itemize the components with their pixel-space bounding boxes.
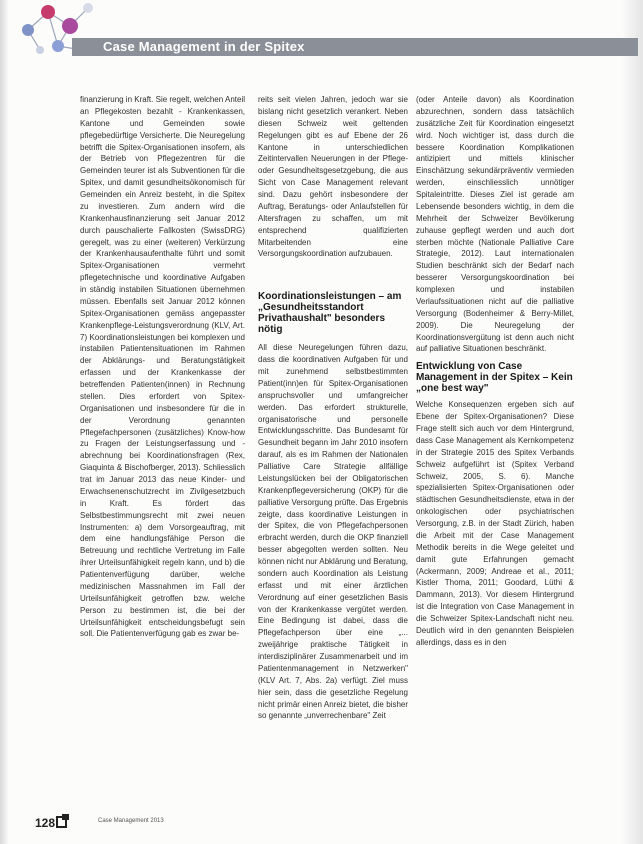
text-column-3	[416, 94, 574, 649]
page-number: 128	[35, 816, 56, 830]
section-heading-koordinationsleistungen: Koordinationsleistungen – am „Gesundheitsstandort Privathaushalt" besonders nötig	[258, 291, 402, 336]
section-heading-entwicklung: Entwicklung von Case Management in der Spitex – Kein „one best way"	[416, 361, 573, 395]
text-column-2	[258, 94, 408, 722]
column-2-paragraph-1: reits seit vielen Jahren, jedoch war sie bislang nicht gesetzlich verankert. Neben diesen Schweiz weit geltenden Regelungen gibt es auf Ebene der 26 Kantone in unterschiedlichen Zeitintervallen Neuerungen in der Pflege- oder Gesundheitsgesetzgebung, die aus Sicht von Case Management relevant sind. Dazu gehört insbesondere der Auftrag, Beratungs- oder Anlaufstellen für Altersfragen zu schaffen, um mit entsprechend qualifizierten Mitarbeitenden eine Versorgungskoordination aufzubauen.	[258, 95, 408, 259]
column-3-paragraph-2: Welche Konsequenzen ergeben sich auf Ebene der Spitex-Organisationen? Diese Frage stellt sich auch vor dem Hintergrund, dass Case Management als Kernkompetenz in der Strategie 2015 des Spitex Verbands Schweiz aufgeführt ist (Spitex Verband Schweiz, 2005, S. 6). Manche spezialisierten Spitex-Organisationen oder städtischen Gesundheitsdienste, etwa in der onkologischen oder psychiatrischen Versorgung, z.B. in der Stadt Zürich, haben die Arbeit mit der Case Management Methodik bereits in die Wege geleitet und damit gute Erfahrungen gemacht (Ackermann, 2009; Andreae et al., 2011; Kistler Thoma, 2011; Goodard, Lüthi & Dammann, 2013). Vor diesem Hintergrund ist die Integration von Case Management in die Schweizer Spitex-Landschaft nicht neu. Deutlich wird in den genannten Beispielen allerdings, dass es in den	[416, 400, 574, 647]
text-column-1	[80, 94, 245, 640]
page-header-title: Case Management in der Spitex	[103, 39, 305, 54]
page-spine-shadow	[0, 0, 8, 844]
magazine-name: Case Management 2013	[98, 818, 164, 824]
magazine-logo-icon	[56, 814, 70, 828]
column-3-paragraph-1: (oder Anteile davon) als Koordination abzurechnen, sondern dass tatsächlich zusätzliche Zeit für Koordination eingesetzt wird. Noch wichtiger ist, dass durch die bessere Koordination Komplikationen antizipiert und mittels klinischer Einschätzung sekundärpräventiv vermieden werden, einschliesslich unnötiger Spitaleintritte. Dieses Ziel ist gerade am Lebensende besonders wichtig, in dem die Mehrheit der Schweizer Bevölkerung zuhause gepflegt werden und auch dort sterben möchte (Nationale Palliative Care Strategie, 2012). Laut internationalen Studien beschränkt sich der Bedarf nach besserer Versorgungskoordination bei komplexen und instabilen Verlaufssituationen nicht auf die palliative Versorgung (Bodenheimer & Berry-Millet, 2009). Die Neuregelung der Koordinationsvergütung ist denn auch nicht auf palliative Situationen beschränkt.	[416, 95, 574, 354]
column-1-paragraph: finanzierung in Kraft. Sie regelt, welchen Anteil an Pflegekosten bezahlt - Krankenkassen, Kantone und Gemeinden sowie pflegebedürftige Versicherte. Die Neuregelung betrifft die Spitex-Organisationen insofern, als der Betrieb von Pflegezentren für die Gemeinden teurer ist als Subventionen für die Spitex, und damit gesundheitsökonomisch für Gemeinden ein Anreiz besteht, in die Spitex zu investieren. Zum andern wird die Krankenhausfinanzierung seit Januar 2012 durch pauschalierte Fallkosten (SwissDRG) geregelt, was zu einer (weiteren) Verkürzung der Krankenhausaufenthalte führt und somit Spitex-Organisationen vermehrt pflegetechnische und koordinative Aufgaben in ständig instabilen Situationen übernehmen müssen. Ebenfalls seit Januar 2012 können Spitex-Organisationen gemäss angepasster Krankenpflege-Leistungsverordnung (KLV, Art. 7) Koordinationsleistungen bei komplexen und instabilen Patientensituationen im Rahmen der Abklärungs- und Beratungstätigkeit erfassen und der Krankenkasse der betreffenden Patienten(innen) in Rechnung stellen. Dies erfordert von Spitex-Organisationen und insbesondere für die in der Verordnung genannten Pflegefachpersonen (zusätzliches) Know-how zu Fragen der Leistungserfassung und -abrechnung bei Koordinationsfragen (Rex, Giaquinta & Bischofberger, 2013). Schliesslich trat im Januar 2013 das neue Kinder- und Erwachsenenschutzrecht im Zivilgesetzbuch in Kraft. Es fördert das Selbstbestimmungsrecht mit zwei neuen Instrumenten: a) dem Vorsorgeauftrag, mit dem eine handlungsfähige Person die Betreuung und rechtliche Vertretung im Falle ihrer Urteilsunfähigkeit regeln kann, und b) die Patientenverfügung darüber, welche medizinischen Massnahmen im Fall der Urteilsunfähigkeit getroffen bzw. welche Person zu bestimmen ist, die bei der Urteilsunfähigkeit entscheidungsbefugt sein soll. Die Patientenverfügung gab es zwar be-	[80, 95, 245, 639]
column-2-paragraph-2: All diese Neuregelungen führen dazu, dass die koordinativen Aufgaben für und mit zunehmend selbstbestimmten Patient(inn)en für Spitex-Organisationen anspruchsvoller und umfangreicher werden. Das erfordert strukturelle, organisatorische und personelle Entwicklungsschritte. Das Bundesamt für Gesundheit begann im Jahr 2010 insofern darauf, als es im Rahmen der Nationalen Palliative Care Strategie allfällige Leistungslücken bei der Obligatorischen Krankenpflegeversicherung (OKP) für die palliative Versorgung prüfte. Das Ergebnis zeigte, dass koordinative Leistungen in der Spitex, die von Pflegefachpersonen erbracht werden, durch die OKP finanziell besser abgegolten werden sollten. Neu können nicht nur Abklärung und Beratung, sondern auch Koordination als Leistung erfasst und mit einer ärztlichen Verordnung auf einer gesetzlichen Basis von der Krankenkasse vergütet werden. Eine Bedingung ist dabei, dass die Pflegefachperson über eine „... zweijährige praktische Tätigkeit in interdisziplinärer Zusammenarbeit und im Patientenmanagement in Netzwerken" (KLV Art. 7, Abs. 2a) verfügt. Ziel muss hier sein, dass die gesetzliche Regelung nicht primär einen Anreiz bietet, die bisher so genannte „unverrechenbare" Zeit	[258, 343, 408, 721]
page-edge-shadow	[623, 0, 643, 844]
